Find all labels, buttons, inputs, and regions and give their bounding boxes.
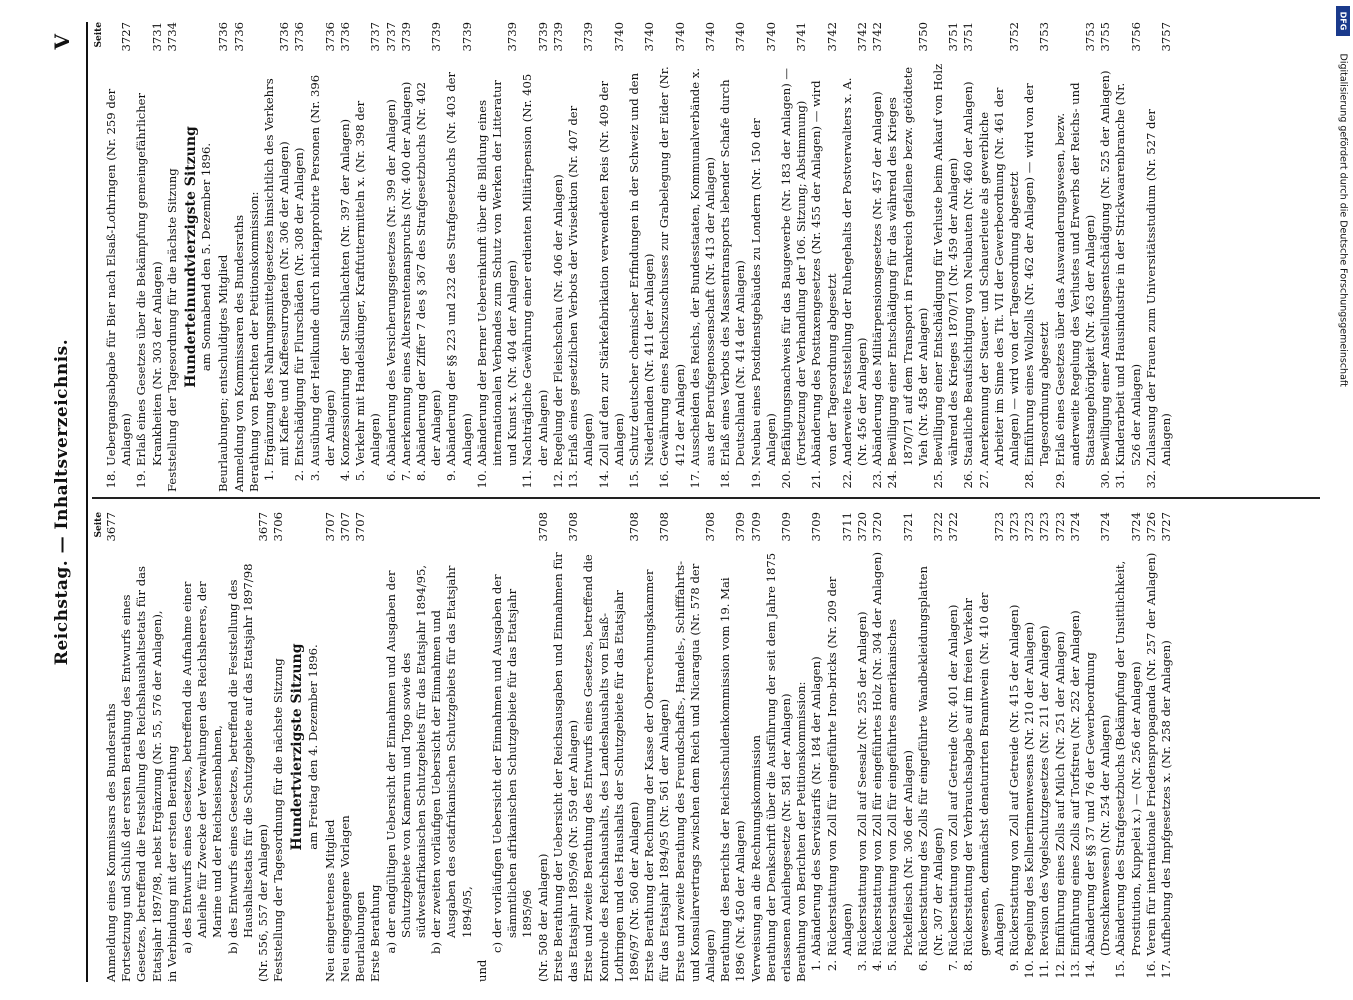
toc-entry	[256, 512, 271, 982]
entry-number: 26.	[961, 470, 976, 489]
entry-text: Erste und zweite Berathung des Entwurfs eines Gesetzes, betreffend die Kontrole des Reichshaushalts, des Landeshaushalts von Elsaß-Lothringen und des Haushalts der Schutzgebiete für das Etatsjahr 1896/97 (Nr. 560 der Anlagen)	[581, 554, 641, 982]
toc-entry	[977, 22, 1023, 492]
entry-page: 3724	[1128, 512, 1143, 542]
entry-text: der endgültigen Uebersicht der Einnahmen und Ausgaben der Schutzgebiete von Kamerun und Togo sowie des südwestafrikanischen Schutzgebiets für das Etatsjahr 1894/95,	[383, 564, 429, 938]
entry-text: Rückerstattung von Zoll auf Getreide (Nr. 401 der Anlagen)	[946, 604, 961, 956]
entry-number: 16.	[657, 470, 672, 489]
entry-number: c)	[490, 942, 505, 954]
entry-text: Rückerstattung der Verbrauchsabgabe auf im freien Verkehr gewesenen, demnächst denaturirten Branntwein (Nr. 410 der Anlagen)	[961, 592, 1006, 956]
toc-entry	[551, 512, 581, 982]
entry-page: 3708	[702, 512, 717, 542]
entry-text: Erlaß eines Gesetzes über das Auswanderungswesen, bezw. anderweite Regelung des Verlustes und Erwerbs der Reichs- und Staatsangehörigkeit (Nr. 463 der Anlagen)	[1052, 82, 1097, 466]
entry-number: a)	[180, 942, 195, 954]
entry-number: a)	[383, 942, 398, 954]
entry-page: 3739	[429, 22, 444, 52]
entry-text: Rückerstattung von Zoll für eingeführte Iron-bricks (Nr. 209 der Anlagen)	[824, 576, 854, 956]
toc-entry	[566, 22, 596, 492]
entry-number: 6.	[915, 960, 930, 972]
entry-text: Abänderung der §§ 223 und 232 des Strafgesetzbuchs (Nr. 403 der Anlagen)	[444, 71, 474, 466]
toc-entry	[490, 512, 536, 982]
toc-entry	[1053, 512, 1068, 982]
entry-number: 5.	[885, 960, 900, 972]
entry-text: Zoll auf den zur Stärkefabrikation verwendeten Reis (Nr. 409 der Anlagen)	[596, 80, 626, 466]
entry-text: Gewährung eines Reichszuschusses zur Grabelegung der Eider (Nr. 412 der Anlagen)	[657, 66, 687, 466]
toc-entry	[384, 22, 399, 492]
toc-entry	[764, 512, 794, 982]
toc-entry	[1083, 512, 1113, 982]
entry-page: 3736	[322, 22, 337, 52]
entry-text: Abänderung des Servistarifs (Nr. 184 der Anlagen)	[809, 656, 824, 956]
entry-text: Verweisung an die Rechnungskommission	[748, 734, 763, 982]
entry-text: Einführung eines Wollzolls (Nr. 462 der Anlagen) — wird von der Tagesordnung abgesetzt	[1022, 83, 1052, 466]
toc-entry	[104, 22, 134, 492]
header-rule	[86, 22, 88, 982]
entry-text: Rückerstattung von Zoll für eingeführtes amerikanisches Pickelfleisch (Nr. 306 der Anlagen)	[885, 619, 915, 956]
toc-entry	[961, 512, 1007, 982]
entry-number: 4.	[338, 470, 353, 482]
toc-entry	[247, 22, 262, 492]
entry-text: Konzessionirung der Stallschlachten (Nr. 397 der Anlagen)	[338, 118, 353, 466]
entry-text: Berathung des Berichts der Reichsschuldenkommission vom 19. Mai 1896 (Nr. 450 der Anlagen)	[718, 577, 748, 982]
toc-entry	[353, 512, 368, 982]
right-column	[92, 22, 1174, 492]
toc-entry	[384, 512, 430, 982]
toc-entry	[180, 512, 226, 982]
page-title: Reichstag. — Inhaltsverzeichnis.	[52, 338, 72, 666]
entry-page: 3757	[1159, 22, 1174, 52]
entry-number: 10.	[474, 470, 489, 489]
entry-page: 3753	[1037, 22, 1052, 52]
entry-page: 3707	[322, 512, 337, 542]
entry-page: 3741	[794, 22, 809, 52]
entry-page: 3755	[1098, 22, 1113, 52]
toc-entry	[338, 512, 353, 982]
entry-page: 3736	[338, 22, 353, 52]
entry-page: 3736	[231, 22, 246, 52]
entry-page: 3739	[505, 22, 520, 52]
entry-text: Rückerstattung des Zolls für eingeführte Wandbekleidungsplatten (Nr. 307 der Anlagen)	[915, 566, 945, 956]
entry-text: Bewilligung einer Entschädigung für Verluste beim Ankauf von Holz während des Krieges 1870/71 (Nr. 459 der Anlagen)	[930, 63, 961, 466]
entry-number: 1.	[262, 470, 277, 482]
entry-page: 3727	[1159, 512, 1174, 542]
entry-text: Berathung der Denkschrift über die Ausführung der seit dem Jahre 1875 erlassenen Anleihegesetze (Nr. 581 der Anlagen)	[763, 552, 793, 982]
entry-text: Abänderung der §§ 37 und 76 der Gewerbeordnung (Droschkenwesen) (Nr. 254 der Anlagen)	[1083, 652, 1113, 956]
entry-text: Befähigungsnachweis für das Baugewerbe (Nr. 183 der Anlagen) — (Fortsetzung der Verhandlung der 106. Sitzung; Abstimmung)	[778, 67, 809, 466]
toc-entry	[779, 22, 809, 492]
entry-number: 6.	[383, 470, 398, 482]
toc-entry	[165, 512, 180, 982]
toc-entry	[551, 22, 566, 492]
entry-text: Ausscheiden des Reichs, der Bundesstaaten, Kommunalverbände x. aus der Berufsgenossenschaft (Nr. 413 der Anlagen)	[687, 67, 717, 466]
entry-text: Rückerstattung von Zoll für eingeführtes Holz (Nr. 304 der Anlagen)	[870, 552, 885, 956]
entry-number: 30.	[1098, 470, 1113, 489]
entry-text: und	[474, 959, 489, 982]
entry-page: 3740	[672, 22, 687, 52]
entry-number: b)	[225, 942, 240, 954]
entry-text: Entschädigung für Flurschäden (Nr. 308 der Anlagen)	[292, 147, 307, 466]
entry-page: 3740	[642, 22, 657, 52]
page-numeral: V	[50, 34, 74, 50]
entry-page: 3740	[702, 22, 717, 52]
entry-text: Rückerstattung von Zoll auf Getreide (Nr. 415 der Anlagen)	[1006, 604, 1021, 956]
seite-label: Seite	[94, 512, 104, 538]
entry-text: des Entwurfs eines Gesetzes, betreffend die Feststellung des Haushaltsetats für die Schutzgebiete auf das Etatsjahr 1897/98	[225, 563, 255, 938]
entry-text: Regelung der Fleischschau (Nr. 406 der Anlagen)	[550, 174, 565, 466]
toc-entry	[642, 512, 672, 982]
entry-text: Berathung von Berichten der Petitionskommission:	[246, 191, 261, 492]
entry-text: Beurlaubungen; entschuldigtes Mitglied	[216, 254, 231, 492]
toc-entry	[1098, 22, 1113, 492]
entry-number: 12.	[1052, 960, 1067, 979]
entry-number: 18.	[718, 470, 733, 489]
entry-page: 3739	[550, 22, 565, 52]
toc-entry	[749, 512, 764, 982]
entry-number: 2.	[292, 470, 307, 482]
entry-text: Beurlaubungen	[353, 891, 368, 982]
entry-text: Uebergangsabgabe für Bier nach Elsaß-Lothringen (Nr. 259 der Anlagen)	[104, 88, 134, 466]
entry-page: 3708	[535, 512, 550, 542]
entry-text: Neu eingegangene Vorlagen	[338, 815, 353, 982]
entry-page: 3739	[459, 22, 474, 52]
entry-number: 12.	[550, 470, 565, 489]
sitting-date: am Freitag den 4. Dezember 1896.	[305, 644, 320, 850]
entry-text: Berathung von Berichten der Petitionskommission:	[794, 681, 809, 982]
entry-number: 3.	[307, 470, 322, 482]
entry-page: 3722	[930, 512, 945, 542]
entry-number: 9.	[444, 470, 459, 482]
entry-page: 3709	[778, 512, 793, 542]
entry-page: 3737	[383, 22, 398, 52]
entry-page: 3677	[104, 512, 118, 542]
toc-entry	[475, 22, 521, 492]
entry-number: 24.	[885, 470, 900, 489]
toc-entry	[119, 512, 165, 982]
toc-entry	[1007, 512, 1022, 982]
entry-page: 3736	[277, 22, 292, 52]
entry-page: 3742	[854, 22, 869, 52]
entry-page: 3736	[292, 22, 307, 52]
entry-page: 3706	[271, 512, 286, 542]
toc-entry	[444, 22, 474, 492]
toc-entry	[1022, 22, 1052, 492]
entry-text: Bewilligung einer Anstellungsentschädigung (Nr. 525 der Anlagen)	[1098, 70, 1113, 466]
toc-entry	[809, 22, 839, 492]
entry-text: Anmeldung eines Kommissars des Bundesraths	[104, 703, 118, 982]
toc-entry	[673, 512, 719, 982]
toc-entry	[475, 512, 490, 982]
entry-text: Abänderung der Berner Uebereinkunft über die Bildung eines internationalen Verbandes zum Schutz von Werken der Litteratur und Kunst x. (Nr. 404 der Anlagen)	[474, 80, 520, 466]
toc-entry	[520, 22, 550, 492]
entry-page: 3740	[733, 22, 748, 52]
entry-page: 3709	[733, 512, 748, 542]
entry-page: 3708	[657, 512, 672, 542]
entry-number: 17.	[1159, 960, 1174, 979]
toc-entry	[226, 512, 256, 982]
entry-text: Ergänzung des Nahrungsmittelgesetzes hinsichtlich des Verkehrs mit Kaffee und Kaffeesurrogaten (Nr. 306 der Anlagen)	[262, 78, 292, 466]
entry-text: Regelung des Kellnerinnenwesens (Nr. 210 der Anlagen)	[1022, 621, 1037, 956]
entry-text: Erlaß eines Verbots des Massentransports lebender Schafe durch Deutschland (Nr. 414 der Anlagen)	[718, 79, 748, 466]
entry-number: 8.	[414, 470, 429, 482]
entry-page: 3709	[809, 512, 824, 542]
entry-number: 9.	[1006, 960, 1021, 972]
entry-number: 17.	[687, 470, 702, 489]
toc-entry	[855, 512, 870, 982]
toc-entry	[308, 22, 338, 492]
entry-text: Abänderung des Militärpensionsgesetzes (Nr. 457 der Anlagen)	[870, 91, 885, 466]
entry-number: 31.	[1113, 470, 1128, 489]
entry-page: 3723	[1037, 512, 1052, 542]
toc-entry	[885, 22, 931, 492]
entry-number: 11.	[520, 470, 535, 489]
entry-number: 13.	[1067, 960, 1082, 979]
entry-number: 15.	[1113, 960, 1128, 979]
entry-page: 3751	[961, 22, 976, 52]
entry-text: Neubau eines Postdienstgebäudes zu Londern (Nr. 150 der Anlagen)	[748, 118, 778, 466]
entry-text: (Nr. 508 der Anlagen)	[535, 853, 550, 982]
entry-page: 3756	[1128, 22, 1143, 52]
entry-number: 32.	[1143, 470, 1158, 489]
sitting-heading: Hundertvierzigste Sitzung	[289, 643, 306, 851]
entry-number: 23.	[870, 470, 885, 489]
page-header	[48, 22, 82, 982]
toc-entry	[597, 22, 627, 492]
entry-number: 16.	[1143, 960, 1158, 979]
sitting-date: am Sonnabend den 5. Dezember 1896.	[199, 142, 214, 372]
entry-page: 3723	[1006, 512, 1021, 542]
entry-text: Erste Berathung der Uebersicht der Reichsausgaben und Einnahmen für das Etatsjahr 1895/96 (Nr. 559 der Anlagen)	[550, 552, 581, 982]
entry-text: Anerkennung der Stauer- und Schauerleute als gewerbliche Arbeiter im Sinne des Tit. VII der Gewerbeordnung (Nr. 461 der Anlagen) — wird von der Tagesordnung abgesetzt	[976, 87, 1021, 466]
entry-text: Rückerstattung von Zoll auf Seesalz (Nr. 255 der Anlagen)	[854, 611, 869, 956]
entry-number: 14.	[596, 470, 611, 489]
toc-entry	[134, 22, 164, 492]
entry-page: 3707	[338, 512, 353, 542]
entry-text: Aufhebung des Impfgesetzes x. (Nr. 258 der Anlagen)	[1159, 640, 1174, 956]
entry-page: 3739	[535, 22, 550, 52]
entry-page: 3720	[870, 512, 885, 542]
entry-text: Staatliche Beaufsichtigung von Neubauten (Nr. 460 der Anlagen)	[961, 81, 976, 466]
entry-number: 18.	[104, 470, 118, 489]
toc-entry	[946, 512, 961, 982]
toc-entry	[794, 512, 809, 982]
toc-entry	[1022, 512, 1037, 982]
entry-number: 25.	[930, 470, 945, 489]
entry-text: Einführung eines Zolls auf Milch (Nr. 251 der Anlagen)	[1052, 631, 1067, 956]
entry-page: 3751	[946, 22, 961, 52]
toc-entry	[916, 512, 946, 982]
entry-text: in Verbindung mit der ersten Berathung	[164, 745, 179, 982]
entry-text: Abänderung des Versicherungsgesetzes (Nr. 399 der Anlagen)	[383, 99, 398, 466]
toc-entry	[1113, 512, 1143, 982]
entry-page: 3742	[824, 22, 839, 52]
entry-text: Kinderarbeit und Hausindustrie in der Strickwaarenbranche (Nr. 526 der Anlagen)	[1113, 82, 1143, 466]
entry-text: Fortsetzung und Schluß der ersten Berathung des Entwurfs eines Gesetzes, betreffend die Feststellung des Reichshaushaltsetats für das Etatsjahr 1897/98, nebst Ergänzung (Nr. 55, 576 der Anlagen),	[119, 566, 164, 982]
entry-number: 13.	[566, 470, 581, 489]
entry-page: 3720	[854, 512, 869, 542]
entry-text: Abänderung des Posttaxengesetzes (Nr. 455 der Anlagen) — wird von der Tagesordnung abgesetzt	[809, 80, 839, 466]
entry-number: b)	[429, 942, 444, 954]
entry-page: 3726	[1143, 512, 1158, 542]
toc-entry	[165, 22, 180, 492]
entry-page: 3708	[626, 512, 641, 542]
entry-text: Erlaß eines gesetzlichen Verbots der Vivisektion (Nr. 407 der Anlagen)	[566, 105, 596, 466]
entry-page: 3736	[216, 22, 231, 52]
entry-page: 3734	[164, 22, 179, 52]
entry-text: Revision des Vogelschutzgesetzes (Nr. 211 der Anlagen)	[1037, 625, 1052, 956]
toc-entry	[581, 512, 642, 982]
seite-label: Seite	[94, 22, 104, 48]
toc-entry	[353, 22, 383, 492]
toc-entry	[809, 512, 824, 982]
toc-entry	[885, 512, 915, 982]
entry-number: 3.	[854, 960, 869, 972]
entry-number: 19.	[748, 470, 763, 489]
entry-page: 3707	[353, 512, 368, 542]
entry-text: Erlaß eines Gesetzes über die Bekämpfung gemeingefährlicher Krankheiten (Nr. 303 der Anlagen)	[134, 92, 164, 466]
dfg-logo: DFG	[1336, 6, 1350, 36]
entry-number: 1.	[809, 960, 824, 972]
entry-text: Verein für internationale Friedenspropaganda (Nr. 257 der Anlagen)	[1143, 552, 1158, 956]
entry-text: Zulassung der Frauen zum Universitätsstudium (Nr. 527 der Anlagen)	[1143, 109, 1174, 466]
entry-page: 3724	[1067, 512, 1082, 542]
entry-page: 3742	[870, 22, 885, 52]
toc-entry	[1144, 22, 1174, 492]
toc-entry	[271, 512, 286, 982]
entry-text: der vorläufigen Uebersicht der Einnahmen und Ausgaben der sämmtlichen afrikanischen Schutzgebiete für das Etatsjahr 1895/96	[490, 574, 535, 938]
entry-text: Nachträgliche Gewährung einer erdienten Militärpension (Nr. 405 der Anlagen)	[520, 73, 550, 466]
entry-page: 3740	[611, 22, 626, 52]
entry-number: 14.	[1083, 960, 1097, 979]
entry-page: 3723	[991, 512, 1006, 542]
toc-entry	[718, 512, 748, 982]
toc-entry	[1037, 512, 1052, 982]
toc-entry	[688, 22, 718, 492]
entry-number: 2.	[824, 960, 839, 972]
toc-entry	[1113, 22, 1143, 492]
entry-page: 3709	[748, 512, 763, 542]
left-column	[92, 512, 1174, 982]
entry-number: 20.	[778, 470, 793, 489]
toc-entry	[825, 512, 855, 982]
entry-page: 3677	[256, 512, 271, 542]
entry-page: 3708	[566, 512, 581, 542]
entry-number: 7.	[946, 960, 961, 972]
entry-page: 3731	[149, 22, 164, 52]
entry-number: 28.	[1022, 470, 1037, 489]
toc-entry	[104, 512, 119, 982]
entry-number: 11.	[1037, 960, 1052, 979]
entry-number: 10.	[1022, 960, 1037, 979]
entry-number: 21.	[809, 470, 824, 489]
entry-text: Abänderung des Strafgesetzbuchs (Bekämpfung der Unsittlichkeit, Prostitution, Kuppelei x.) — (Nr. 256 der Anlagen)	[1113, 560, 1143, 956]
entry-page: 3737	[368, 22, 383, 52]
toc-entry	[1159, 512, 1174, 982]
toc-entry	[749, 22, 779, 492]
entry-number: 7.	[398, 470, 413, 482]
toc-entry	[870, 22, 885, 492]
toc-entry	[536, 512, 551, 982]
entry-number: 5.	[353, 470, 368, 482]
entry-page: 3711	[839, 512, 854, 542]
entry-number: 19.	[134, 470, 149, 489]
toc-entry	[216, 22, 231, 492]
entry-page: 3753	[1083, 22, 1097, 52]
entry-text: Anerkennung eines Altersrentenanspruchs (Nr. 400 der Anlagen)	[398, 81, 413, 466]
entry-text: Feststellung der Tagesordnung für die nächste Sitzung	[164, 168, 179, 492]
toc-entry	[262, 22, 292, 492]
entry-page: 3724	[1098, 512, 1113, 542]
toc-entry	[718, 22, 748, 492]
entry-page: 3727	[119, 22, 134, 52]
toc-entry	[414, 22, 444, 492]
toc-entry	[429, 512, 475, 982]
entry-number: 29.	[1052, 470, 1067, 489]
entry-page: 3750	[915, 22, 930, 52]
entry-text: Abänderung der Ziffer 7 des § 367 des Strafgesetzbuchs (Nr. 402 der Anlagen)	[414, 82, 444, 466]
entry-text: Verkehr mit Handelsdünger, Kraftfuttermitteln x. (Nr. 398 der Anlagen)	[353, 100, 383, 466]
entry-page: 3722	[946, 512, 961, 542]
entry-number: 22.	[839, 470, 854, 489]
entry-number: 8.	[961, 960, 976, 972]
toc-entry	[368, 512, 383, 982]
entry-number: 27.	[976, 470, 991, 489]
entry-text: Feststellung der Tagesordnung für die nächste Sitzung	[271, 658, 286, 982]
toc-entry	[961, 22, 976, 492]
entry-text: (Nr. 556, 557 der Anlagen)	[256, 824, 271, 982]
toc-entry	[1068, 512, 1083, 982]
toc-entry	[870, 512, 885, 982]
toc-entry	[232, 22, 247, 492]
margin-strip: DFG Digitalisierung gefördert durch die Deutsche Forschungsgemeinschaft	[1336, 6, 1350, 996]
entry-page: 3739	[398, 22, 413, 52]
sitting-heading: Hunderteinundvierzigste Sitzung	[183, 126, 200, 388]
entry-text: Anmeldung von Kommissaren des Bundesraths	[231, 214, 246, 492]
column-divider	[92, 498, 1320, 500]
entry-page: 3752	[1006, 22, 1021, 52]
toc-entry	[1053, 22, 1099, 492]
entry-page: 3740	[763, 22, 778, 52]
entry-text: Einführung eines Zolls auf Torfstreu (Nr. 252 der Anlagen)	[1067, 610, 1082, 956]
toc-entry	[1144, 512, 1159, 982]
toc-entry	[931, 22, 961, 492]
entry-page: 3723	[1022, 512, 1037, 542]
toc-entry	[657, 22, 687, 492]
entry-text: Bewilligung einer Entschädigung für das während des Krieges 1870/71 auf dem Transport in Frankreich gefallene bezw. getödtete Vieh (Nr. 458 der Anlagen)	[885, 66, 930, 466]
document-page	[2, 22, 1322, 982]
entry-text: Erste und zweite Berathung des Freundschafts-, Handels-, Schifffahrts- und Konsularvertrags zwischen dem Reich und Nicaragua (Nr. 578 der Anlagen)	[672, 560, 717, 982]
entry-number: 4.	[870, 960, 885, 972]
entry-text: Neu eingetretenes Mitglied	[322, 819, 337, 982]
entry-text: Ausübung der Heilkunde durch nichtapprobirte Personen (Nr. 396 der Anlagen)	[307, 74, 337, 466]
toc-entry	[627, 22, 657, 492]
entry-text: Erste Berathung	[368, 884, 383, 982]
entry-text: der zweiten vorläufigen Uebersicht der Einnahmen und Ausgaben des ostafrikanischen Schutzgebiets für das Etatsjahr 1894/95,	[429, 565, 474, 938]
entry-page: 3723	[1052, 512, 1067, 542]
entry-text: Anderweite Feststellung der Ruhegehalts der Postverwalters x. A. (Nr. 456 der Anlagen)	[839, 77, 869, 466]
entry-number: 15.	[626, 470, 641, 489]
toc-entry	[399, 22, 414, 492]
entry-text: des Entwurfs eines Gesetzes, betreffend die Aufnahme einer Anleihe für Zwecke der Verwaltungen des Reichsheeres, der Marine und der Reichseisenbahnen,	[180, 581, 225, 938]
toc-entry	[292, 22, 307, 492]
toc-entry	[338, 22, 353, 492]
toc-entry	[323, 512, 338, 982]
entry-text: Erste Berathung der Rechnung der Kasse der Oberrechnungskammer für das Etatsjahr 1894/95 (Nr. 561 der Anlagen)	[642, 569, 672, 982]
entry-text: Schutz deutscher chemischer Erfindungen in der Schweiz und den Niederlanden (Nr. 411 der Anlagen)	[626, 72, 657, 466]
entry-page: 3721	[900, 512, 915, 542]
toc-entry	[840, 22, 870, 492]
entry-page: 3739	[581, 22, 596, 52]
